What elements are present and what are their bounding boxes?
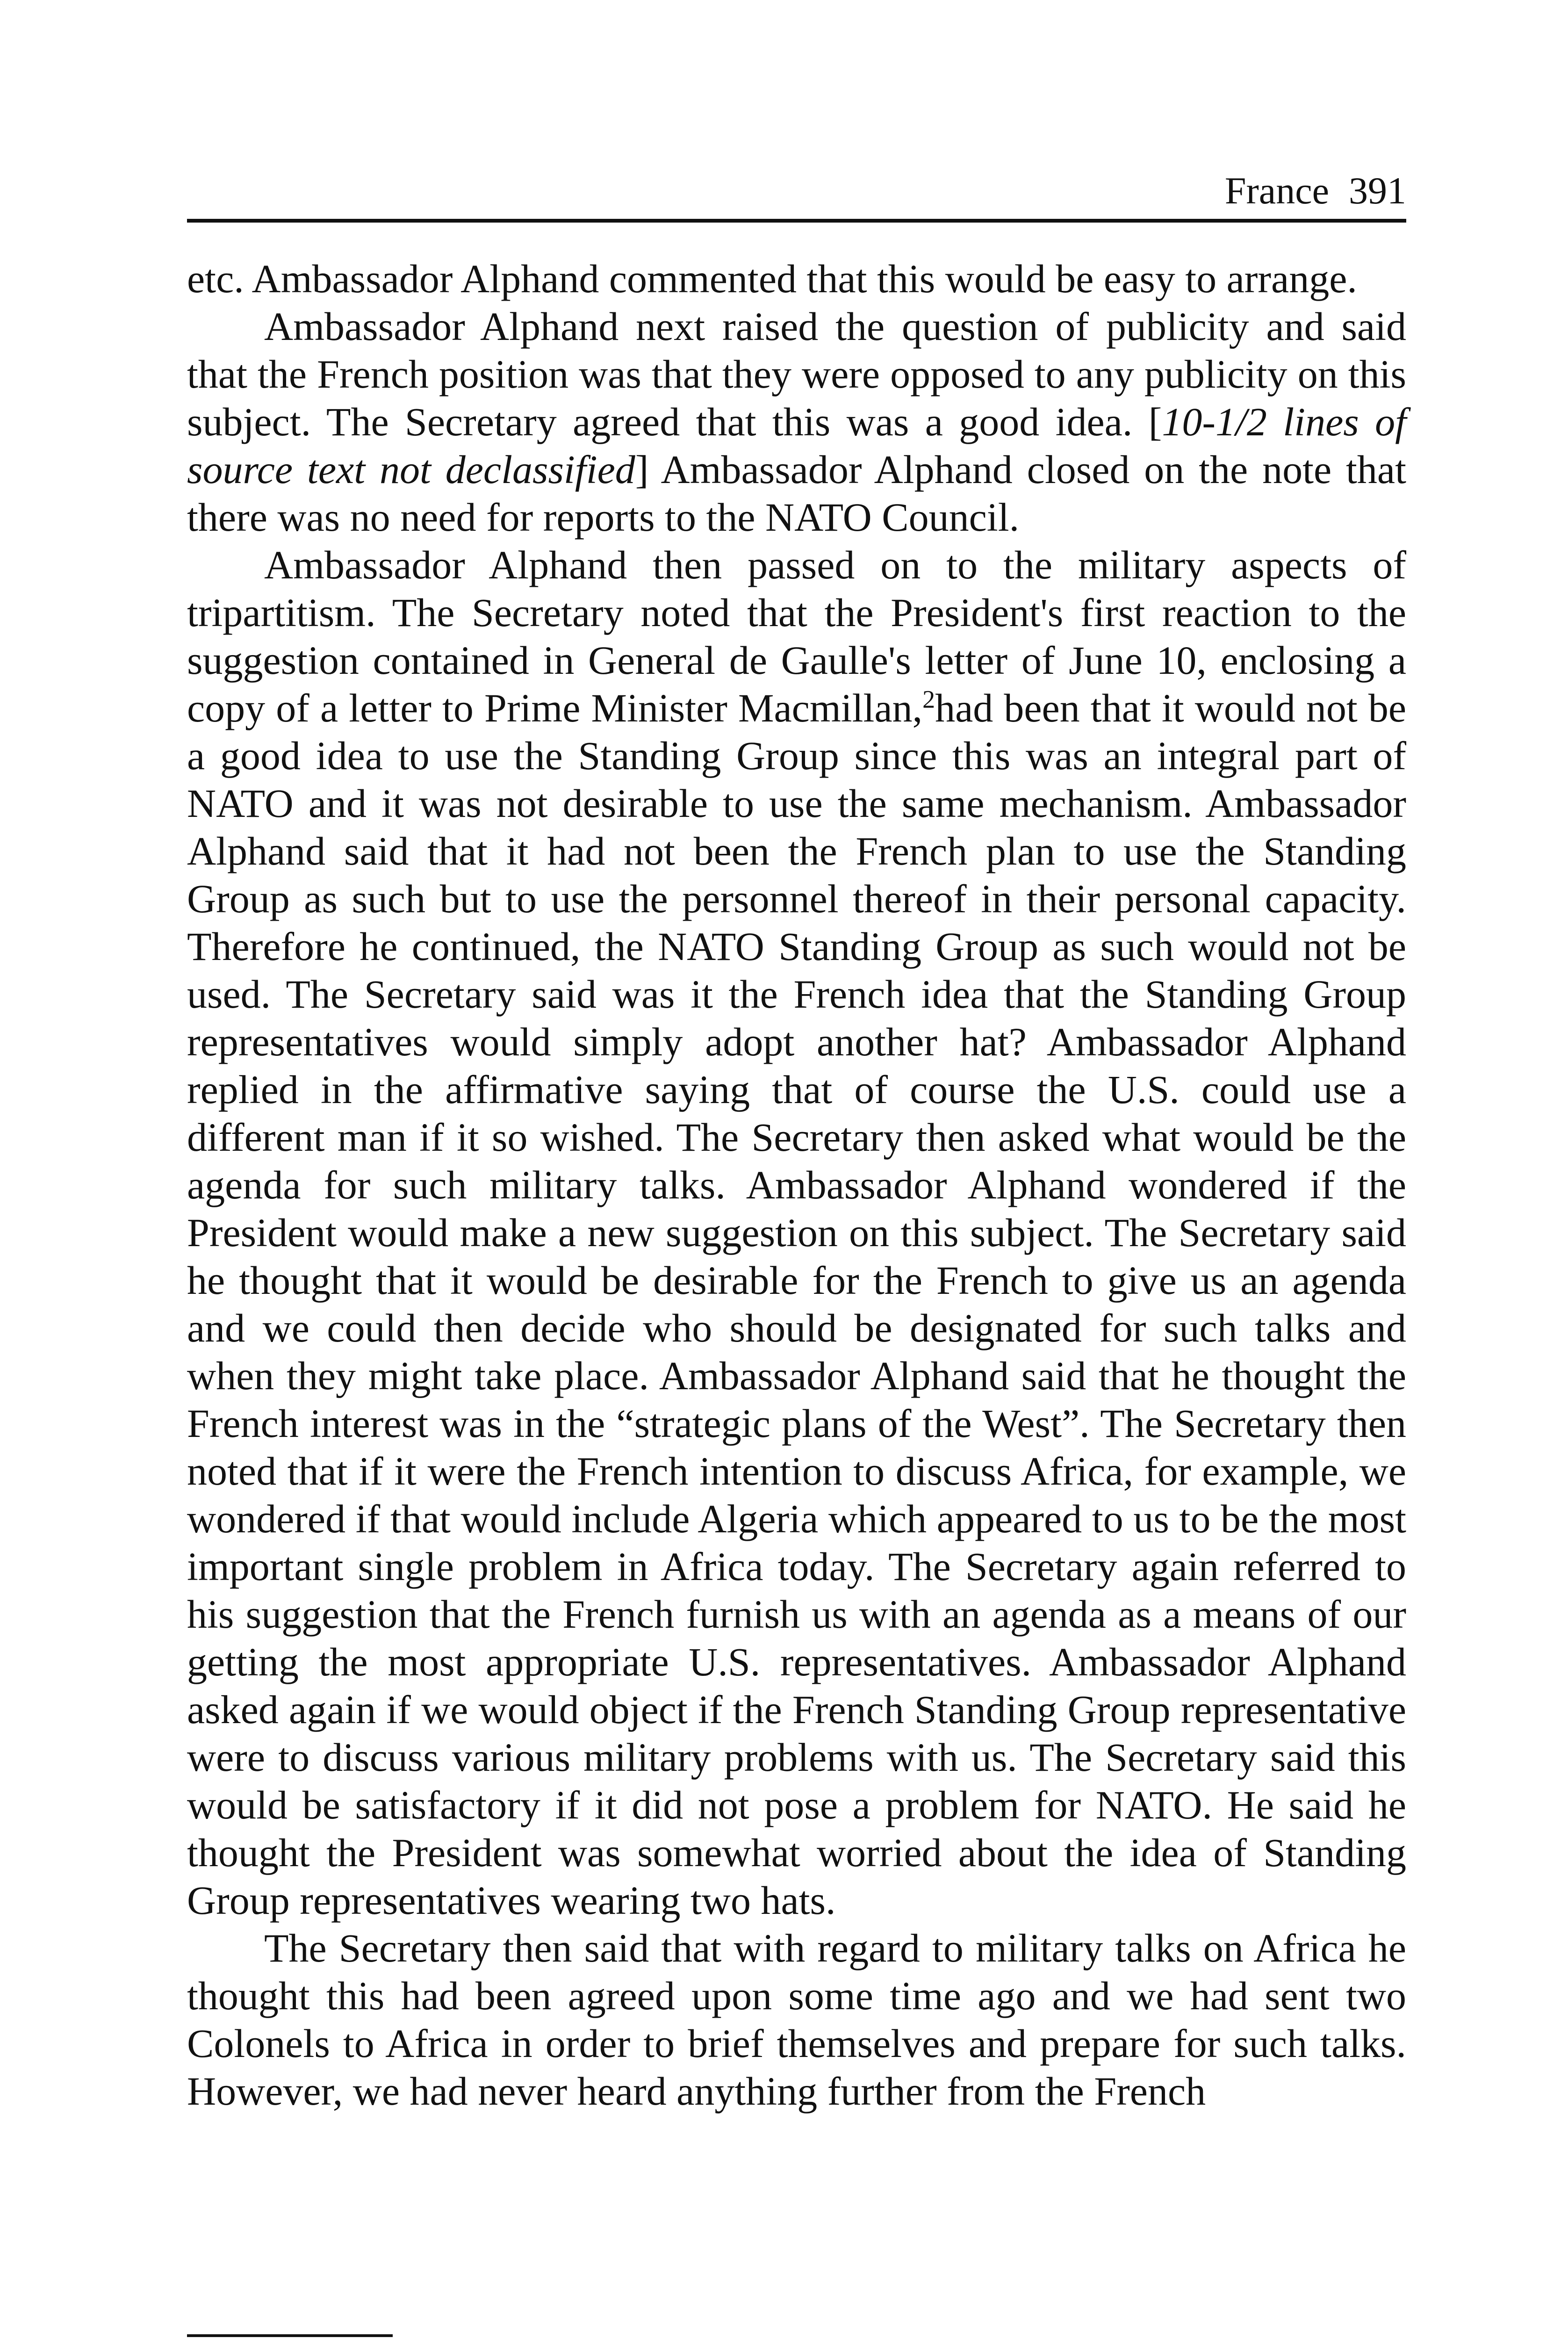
footnote-rule [187,2334,393,2337]
running-header [187,166,1406,215]
footnote-reference: 2 [922,685,935,714]
paragraph-2-text-b: ] Ambassador Alphand closed on the note that there was no need for reports to the NATO Council. [187,447,1406,540]
header-rule [187,219,1406,223]
paragraph-1 [187,255,1406,303]
paragraph-2-text-a: Ambassador Alphand next raised the question of publicity and said that the French position was that they were opposed to any publicity on this subject. The Secretary agreed that this was a good idea. [ [187,304,1406,444]
running-title: France [1224,169,1329,212]
paragraph-3-text-b: had been that it would not be a good idea to use the Standing Group since this was an integral part of NATO and it was not desirable to use the same mechanism. Ambassador Alphand said that it had not been the French plan to use the Standing Group as such but to use the personnel thereof in their personal capacity. Therefore he continued, the NATO Standing Group as such would not be used. The Secretary said was it the French idea that the Standing Group representatives would simply adopt another hat? Ambassador Alphand replied in the affirmative saying that of course the U.S. could use a different man if it so wished. The Secretary then asked what would be the agenda for such military talks. Ambassador Alphand wondered if the President would make a new suggestion on this subject. The Secretary said he thought that it would be desirable for the French to give us an agenda and we could then decide who should be designated for such talks and when they might take place. Ambassador Alphand said that he thought the French interest was in the “strategic plans of the West”. The Secretary then noted that if it were the French intention to discuss Africa, for example, we wondered if that would include Algeria which appeared to us to be the most important single problem in Africa today. The Secretary again referred to his suggestion that the French furnish us with an agenda as a means of our getting the most appropriate U.S. representatives. Ambassador Alphand asked again if we would object if the French Standing Group representative were to discuss various military problems with us. The Secretary said this would be satisfactory if it did not pose a problem for NATO. He said he thought the President was somewhat worried about the idea of Standing Group representatives wearing two hats. [187,686,1406,1923]
paragraph-4 [187,1924,1406,2115]
body-text [187,255,1406,2115]
paragraph-4-text: The Secretary then said that with regard to military talks on Africa he thought this had been agreed upon some time ago and we had sent two Colonels to Africa in order to brief themselves and prepare for such talks. However, we had never heard anything further from the French [187,1926,1406,2114]
paragraph-1-text: etc. Ambassador Alphand commented that this would be easy to arrange. [187,256,1357,301]
page-number: 391 [1349,169,1406,212]
redaction-note: 10-1/2 lines of source text not declassified [187,399,1406,492]
paragraph-3-text-a: Ambassador Alphand then passed on to the military aspects of tripartitism. The Secretary noted that the President's first reaction to the suggestion contained in General de Gaulle's letter of June 10, enclosing a copy of a letter to Prime Minister Macmillan, [187,542,1406,730]
paragraph-3 [187,541,1406,1924]
paragraph-2 [187,303,1406,541]
